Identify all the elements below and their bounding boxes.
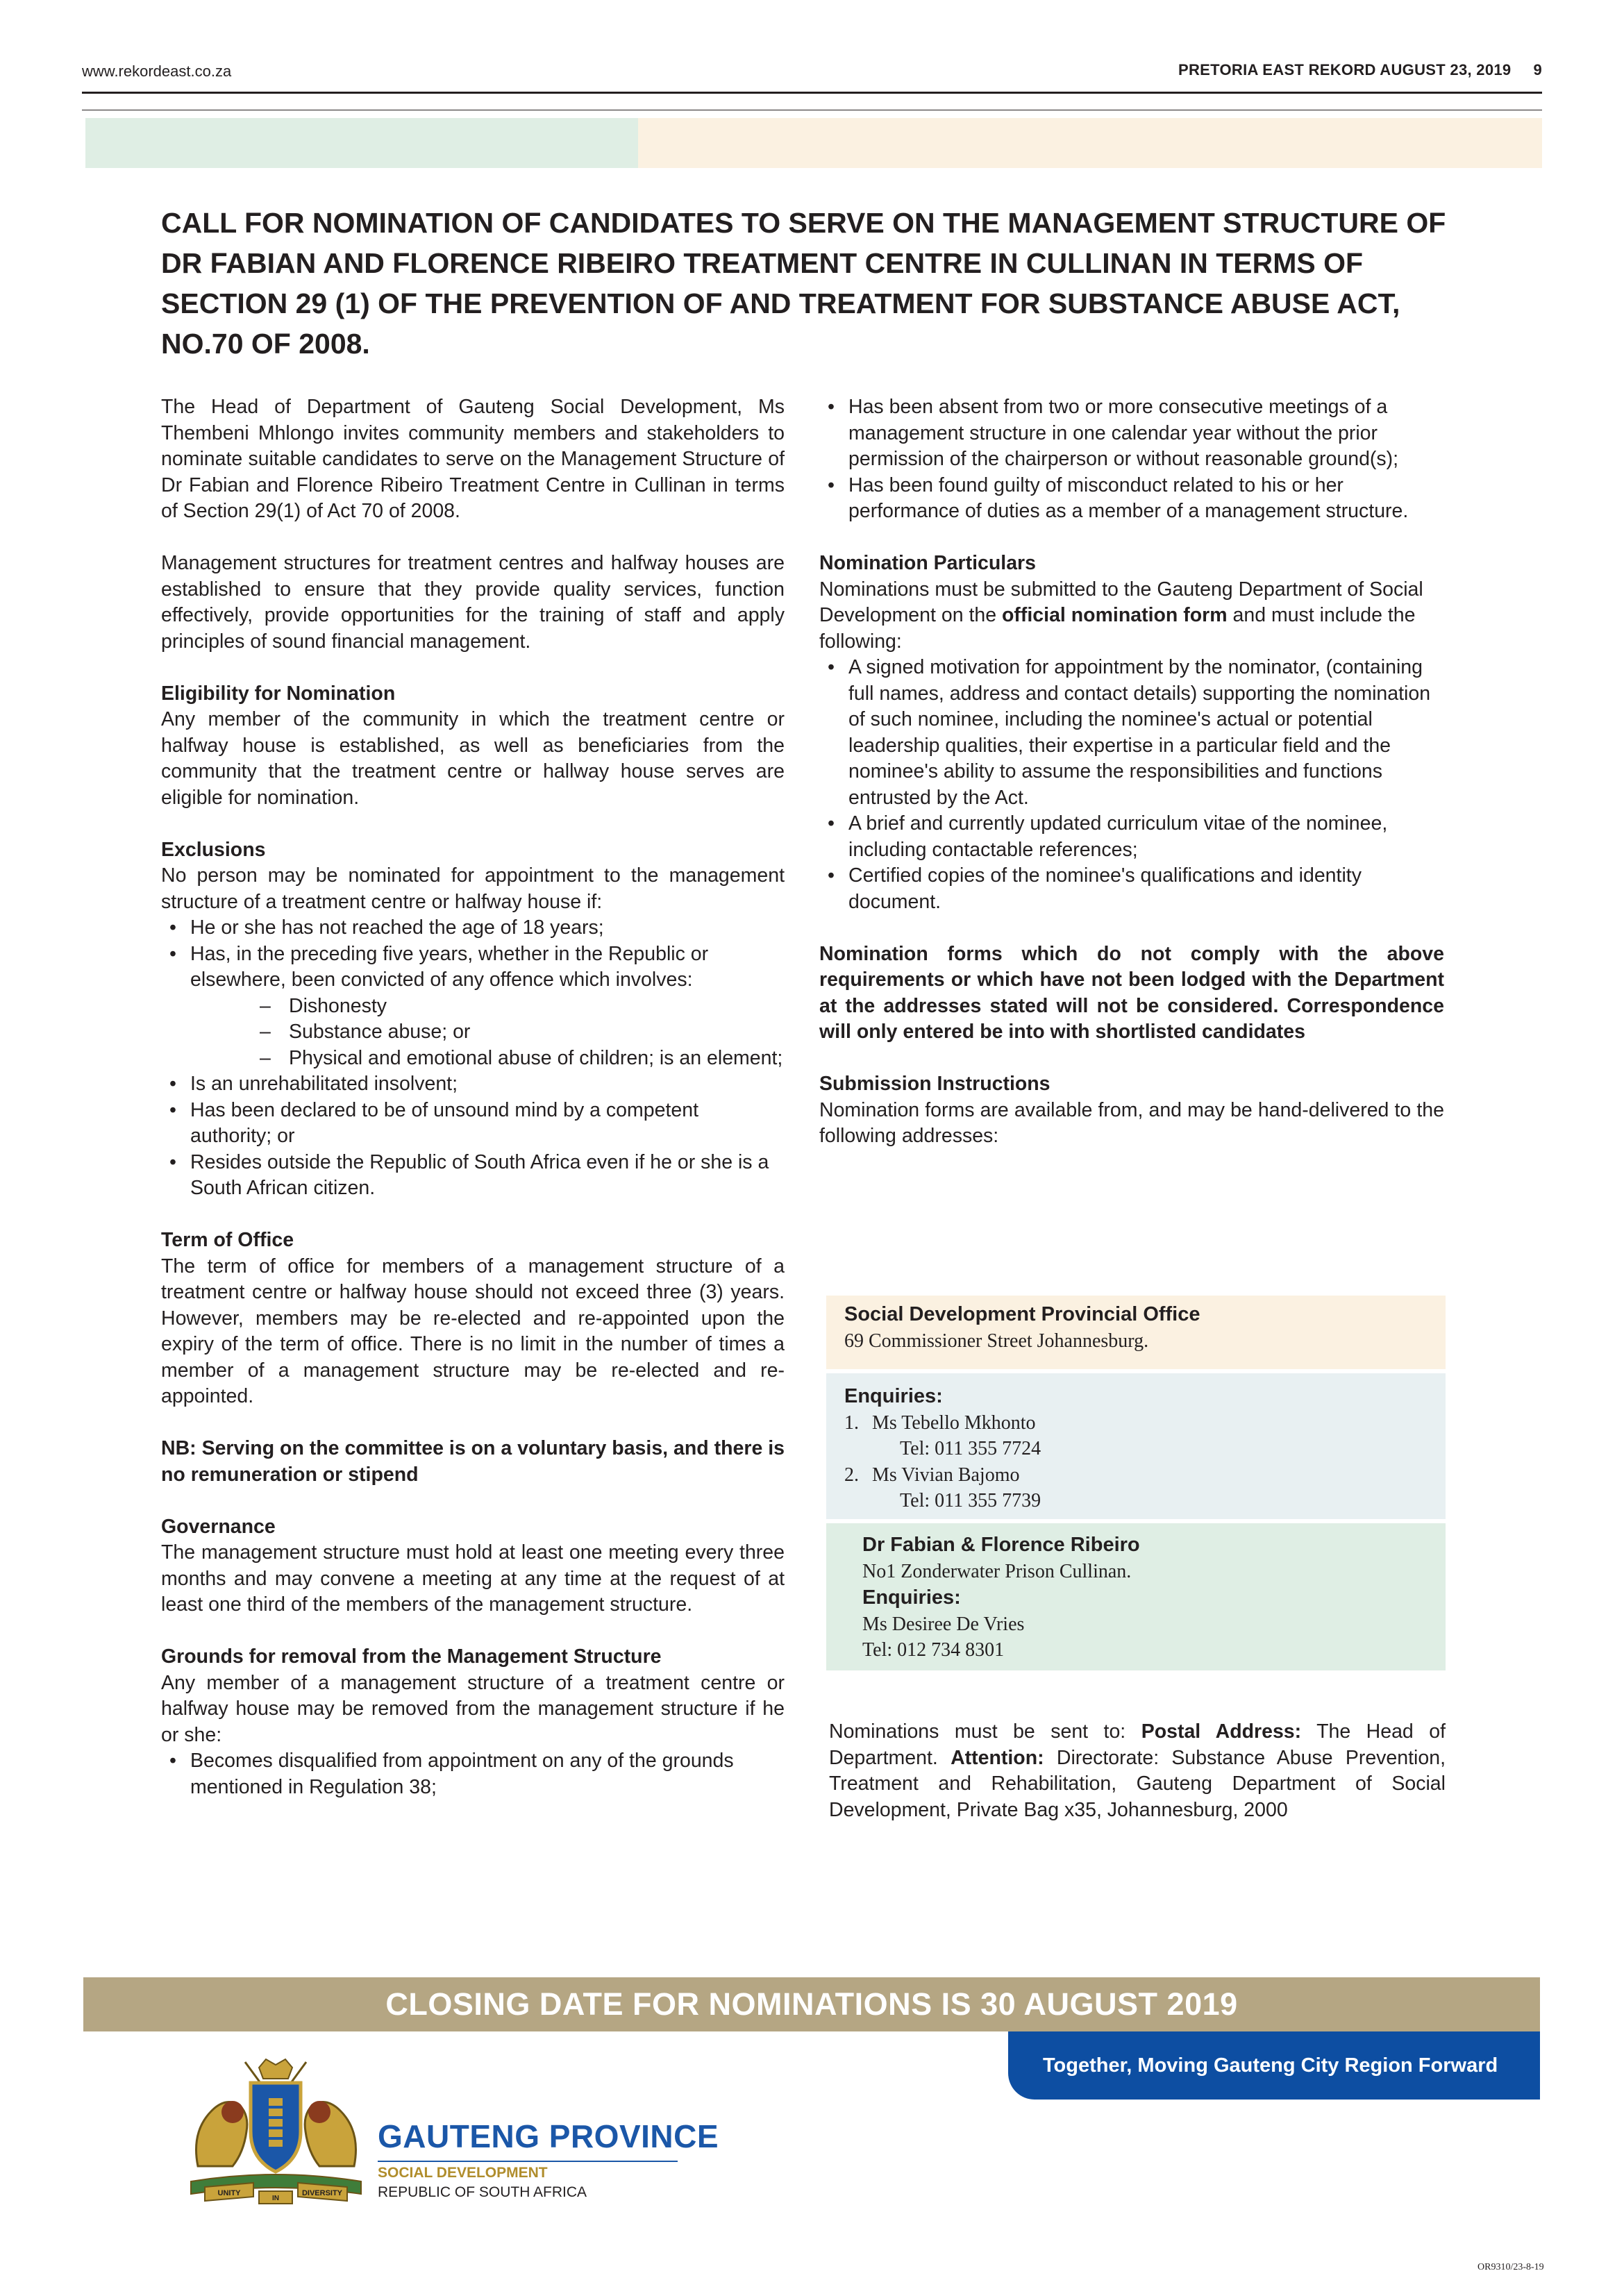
removal-list	[161, 1748, 785, 1800]
contact-tel: Tel: 011 355 7724	[900, 1438, 1041, 1459]
contact-item	[844, 1462, 1446, 1514]
provincial-office-box	[826, 1296, 1446, 1369]
office-address: 69 Commissioner Street Johannesburg.	[844, 1330, 1149, 1352]
term-heading: Term of Office	[161, 1229, 294, 1251]
coat-of-arms-logo	[177, 2055, 375, 2208]
attention-label: Attention:	[951, 1746, 1044, 1769]
removal-heading: Grounds for removal from the Management Structure	[161, 1645, 662, 1668]
nb-note: NB: Serving on the committee is on a voluntary basis, and there is no remuneration or stipend	[161, 1437, 785, 1486]
enquiries-label: Enquiries:	[862, 1586, 961, 1609]
province-name: GAUTENG PROVINCE	[378, 2118, 719, 2154]
management-paragraph: Management structures for treatment centres and halfway houses are established to ensure that they provide quality services, function effectively, provide opportunities for the training of staff and apply principles of sound financial management.	[161, 552, 785, 653]
left-column	[161, 394, 785, 1800]
eligibility-paragraph: Any member of the community in which the treatment centre or halfway house is established, as well as beneficiaries from the community that the treatment centre or hallway house serves are eligible for nomination.	[161, 708, 785, 809]
publication-info	[1178, 61, 1542, 79]
governance-paragraph: The management structure must hold at least one meeting every three months and may convene a meeting at any time at the request of at least one third of the members of the management structure.	[161, 1541, 785, 1616]
governance-heading: Governance	[161, 1515, 276, 1538]
motto-in: IN	[272, 2195, 279, 2202]
removal-list-continued	[819, 394, 1444, 525]
color-band-cream	[638, 118, 1542, 168]
centre-name: Dr Fabian & Florence Ribeiro	[862, 1534, 1140, 1556]
list-item: – Physical and emotional abuse of children; is an element;	[260, 1046, 785, 1072]
term-paragraph: The term of office for members of a management structure of a treatment centre or halfway house should not exceed three (3) years. However, members may be re-elected and re-appointed upon the expiry of the term of office. There is no limit in the number of times a member of a management structure may be re-elected and re-appointed.	[161, 1255, 785, 1407]
exclusions-heading: Exclusions	[161, 838, 266, 861]
postal-text: Nominations must be sent to:	[829, 1720, 1141, 1743]
page-title: CALL FOR NOMINATION OF CANDIDATES TO SERVE ON THE MANAGEMENT STRUCTURE OF DR FABIAN AND FLORENCE RIBEIRO TREATMENT CENTRE IN CULLINAN IN TERMS OF SECTION 29 (1) OF THE PREVENTION OF AND TREATMENT FOR SUBSTANCE ABUSE ACT, NO.70 OF 2008.	[161, 207, 1446, 360]
intro-paragraph: The Head of Department of Gauteng Social Development, Ms Thembeni Mhlongo invites community members and stakeholders to nominate suitable candidates to serve on the Management Structure of Dr Fabian and Florence Ribeiro Treatment Centre in Cullinan in terms of Section 29(1) of Act 70 of 2008.	[161, 396, 785, 522]
contact-name: Ms Tebello Mkhonto	[872, 1411, 1036, 1434]
eligibility-heading: Eligibility for Nomination	[161, 682, 396, 705]
list-item: • Certified copies of the nominee's qualifications and identity document.	[819, 863, 1444, 915]
postal-text: Directorate: Substance Abuse Prevention, Treatment and Rehabilitation, Gauteng Department of Social Development, Private Bag x35, Johannesburg, 2000	[829, 1746, 1446, 1821]
list-item: • Becomes disqualified from appointment on any of the grounds mentioned in Regulation 38;	[161, 1748, 785, 1800]
requirements-list	[819, 655, 1444, 915]
particulars-heading: Nomination Particulars	[819, 552, 1036, 574]
color-band-green	[85, 118, 638, 168]
enquiries-label: Enquiries:	[844, 1385, 943, 1407]
compliance-warning: Nomination forms which do not comply with the above requirements or which have not been lodged with the Department at the addresses stated will not be considered. Correspondence will only entered be into with shortlisted candidates	[819, 942, 1444, 1043]
office-name: Social Development Provincial Office	[844, 1303, 1200, 1325]
page-number: 9	[1533, 61, 1542, 78]
contact-tel: Tel: 012 734 8301	[862, 1639, 1005, 1661]
list-item: • He or she has not reached the age of 18 years;	[161, 915, 785, 941]
particulars-text: Nominations must be submitted to the Gauteng Department of Social Development on the	[819, 578, 1423, 626]
postal-text: The Head of Department.	[829, 1720, 1446, 1769]
contact-name: Ms Vivian Bajomo	[872, 1464, 1020, 1486]
list-item: – Substance abuse; or	[260, 1019, 785, 1046]
exclusions-paragraph: No person may be nominated for appointment to the management structure of a treatment centre or halfway house if:	[161, 864, 785, 913]
submission-heading: Submission Instructions	[819, 1073, 1050, 1095]
province-underline	[378, 2161, 678, 2162]
contact-name: Ms Desiree De Vries	[862, 1613, 1025, 1635]
list-number: 1.	[844, 1411, 859, 1434]
country-name: REPUBLIC OF SOUTH AFRICA	[378, 2184, 587, 2200]
contact-item	[844, 1410, 1446, 1462]
motto-unity: UNITY	[217, 2189, 241, 2197]
office-enquiries-box	[826, 1373, 1446, 1519]
list-item: • Is an unrehabilitated insolvent;	[161, 1071, 785, 1098]
centre-address: No1 Zonderwater Prison Cullinan.	[862, 1560, 1132, 1582]
exclusions-list	[161, 915, 785, 1202]
slogan-banner: Together, Moving Gauteng City Region Forward	[1008, 2031, 1540, 2100]
offence-list	[190, 994, 785, 1072]
list-item-text: Has, in the preceding five years, whether in the Republic or elsewhere, been convicted of any offence which involves:	[190, 942, 709, 991]
list-item: • Has been found guilty of misconduct related to his or her performance of duties as a member of a management structure.	[819, 473, 1444, 525]
list-item: • Has been absent from two or more consecutive meetings of a management structure in one calendar year without the prior permission of the chairperson or without reasonable ground(s);	[819, 394, 1444, 473]
list-number: 2.	[844, 1464, 859, 1486]
contact-tel: Tel: 011 355 7739	[900, 1490, 1041, 1511]
closing-date-banner: CLOSING DATE FOR NOMINATIONS IS 30 AUGUST 2019	[83, 1977, 1540, 2031]
publication-date: PRETORIA EAST REKORD AUGUST 23, 2019	[1178, 61, 1512, 78]
reference-code: OR9310/23-8-19	[1477, 2262, 1544, 2272]
motto-diversity: DIVERSITY	[301, 2189, 343, 2197]
list-item: • A signed motivation for appointment by the nominator, (containing full names, address and contact details) supporting the nomination of such nominee, including the nominee's actual or potential leadership qualities, their expertise in a particular field and the nominee's ability to assume the responsibilities and functions entrusted by the Act.	[819, 655, 1444, 811]
postal-label: Postal Address:	[1141, 1720, 1302, 1743]
particulars-text: and must include the following:	[819, 604, 1416, 653]
treatment-centre-box	[826, 1523, 1446, 1670]
list-item: • Has been declared to be of unsound mind by a competent authority; or	[161, 1098, 785, 1150]
header-rule	[82, 92, 1542, 94]
right-column	[819, 394, 1444, 1150]
website-url: www.rekordeast.co.za	[82, 62, 232, 80]
list-item	[161, 941, 785, 1072]
contact-list	[844, 1410, 1446, 1514]
removal-paragraph: Any member of a management structure of a treatment centre or halfway house may be removed from the management structure if he or she:	[161, 1671, 785, 1746]
particulars-paragraph	[819, 577, 1444, 655]
department-name: SOCIAL DEVELOPMENT	[378, 2165, 548, 2181]
list-item: – Dishonesty	[260, 994, 785, 1020]
postal-address-paragraph	[829, 1719, 1446, 1823]
official-form-label: official nomination form	[1002, 604, 1228, 626]
list-item: • A brief and currently updated curriculum vitae of the nominee, including contactable references;	[819, 811, 1444, 863]
list-item: • Resides outside the Republic of South Africa even if he or she is a South African citizen.	[161, 1150, 785, 1202]
submission-paragraph: Nomination forms are available from, and may be hand-delivered to the following addresses:	[819, 1098, 1444, 1147]
